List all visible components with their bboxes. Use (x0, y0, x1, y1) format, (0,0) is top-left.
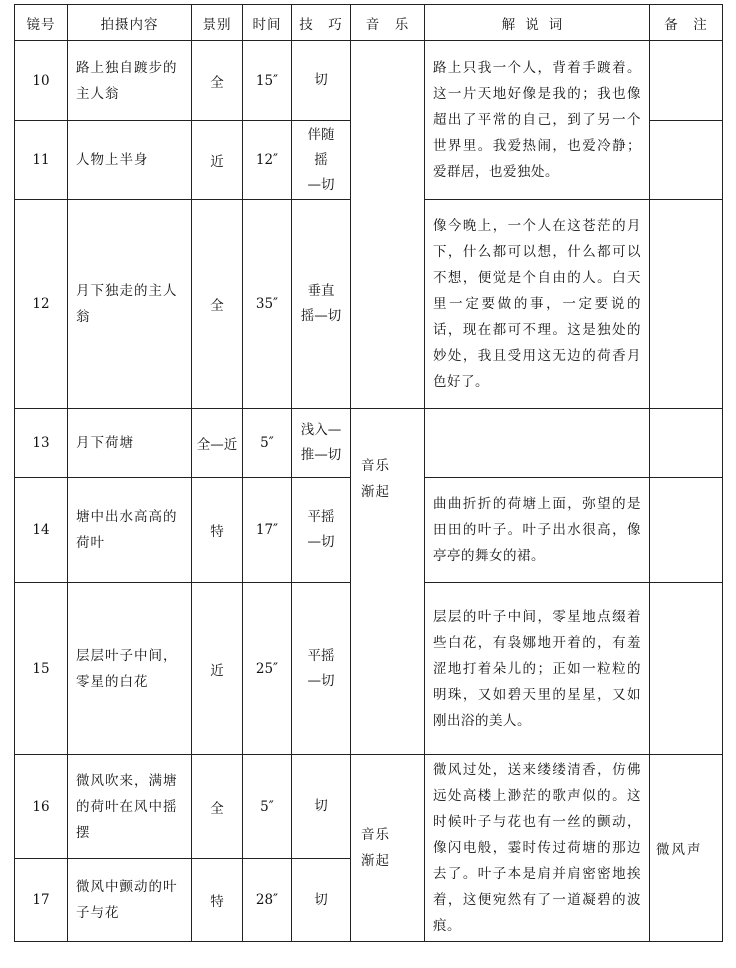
shot-size: 近 (192, 121, 243, 200)
narration-cell: 像今晚上，一个人在这苍茫的月下，什么都可以想，什么都可以不想，便觉是个自由的人。白天里一定要做的事，一定要说的话，现在都可不理。这是独处的妙处，我且受用这无边的荷香月色好了。 (425, 200, 650, 409)
shot-time: 25″ (243, 583, 292, 755)
shot-size: 全 (192, 41, 243, 121)
narration-cell (425, 409, 650, 478)
note-cell (650, 41, 723, 121)
shot-technique: 切 (292, 859, 351, 942)
shot-size: 近 (192, 583, 243, 755)
shot-time: 17″ (243, 478, 292, 583)
shot-technique: 切 (292, 41, 351, 121)
shot-number: 12 (15, 200, 68, 409)
shot-content: 月下独走的主人翁 (68, 200, 192, 409)
header-shot-size: 景别 (192, 5, 243, 41)
shot-number: 17 (15, 859, 68, 942)
shot-size: 全—近 (192, 409, 243, 478)
shot-number: 11 (15, 121, 68, 200)
shot-content: 层层叶子中间，零星的白花 (68, 583, 192, 755)
header-notes: 备 注 (650, 5, 723, 41)
header-music: 音 乐 (351, 5, 425, 41)
shot-time: 35″ (243, 200, 292, 409)
note-cell (650, 121, 723, 200)
shot-technique: 平摇 —切 (292, 583, 351, 755)
note-cell (650, 409, 723, 478)
shot-number: 14 (15, 478, 68, 583)
shot-time: 5″ (243, 409, 292, 478)
narration-cell: 路上只我一个人，背着手踱着。这一片天地好像是我的；我也像超出了平常的自己，到了另一个世界里。我爱热闹，也爱冷静；爱群居，也爱独处。 (425, 41, 650, 200)
shooting-script-table (14, 4, 723, 942)
shot-number: 15 (15, 583, 68, 755)
shot-content: 月下荷塘 (68, 409, 192, 478)
shot-technique: 伴随 摇 —切 (292, 121, 351, 200)
narration-cell: 微风过处，送来缕缕清香，仿佛远处高楼上渺茫的歌声似的。这时候叶子与花也有一丝的颤动，像闪电般，霎时传过荷塘的那边去了。叶子本是肩并肩密密地挨着，这便宛然有了一道凝碧的波痕。 (425, 755, 650, 942)
shot-number: 16 (15, 755, 68, 859)
note-cell: 微风声 (650, 755, 723, 942)
shot-size: 特 (192, 478, 243, 583)
header-shot-number: 镜号 (15, 5, 68, 41)
shot-content: 微风中颤动的叶子与花 (68, 859, 192, 942)
shot-content: 路上独自踱步的主人翁 (68, 41, 192, 121)
music-cell: 音乐 渐起 (351, 755, 425, 942)
table-row (15, 409, 723, 478)
shot-size: 全 (192, 755, 243, 859)
shot-time: 15″ (243, 41, 292, 121)
note-cell (650, 478, 723, 583)
table-row (15, 41, 723, 121)
shot-technique: 浅入— 推—切 (292, 409, 351, 478)
narration-cell: 层层的叶子中间，零星地点缀着些白花，有袅娜地开着的，有羞涩地打着朵儿的；正如一粒粒的明珠，又如碧天里的星星，又如刚出浴的美人。 (425, 583, 650, 755)
shot-size: 全 (192, 200, 243, 409)
shot-number: 10 (15, 41, 68, 121)
header-row (15, 5, 723, 41)
shot-content: 塘中出水高高的荷叶 (68, 478, 192, 583)
header-content: 拍摄内容 (68, 5, 192, 41)
narration-cell: 曲曲折折的荷塘上面，弥望的是田田的叶子。叶子出水很高，像亭亭的舞女的裙。 (425, 478, 650, 583)
shot-technique: 切 (292, 755, 351, 859)
shot-technique: 平摇 —切 (292, 478, 351, 583)
note-cell (650, 583, 723, 755)
music-cell-empty (351, 41, 425, 409)
shot-content: 人物上半身 (68, 121, 192, 200)
shot-content: 微风吹来，满塘的荷叶在风中摇摆 (68, 755, 192, 859)
shot-number: 13 (15, 409, 68, 478)
shot-technique: 垂直 摇—切 (292, 200, 351, 409)
shot-time: 28″ (243, 859, 292, 942)
shot-time: 12″ (243, 121, 292, 200)
header-technique: 技 巧 (292, 5, 351, 41)
table-row (15, 755, 723, 859)
note-cell (650, 200, 723, 409)
music-cell: 音乐 渐起 (351, 409, 425, 755)
header-narration: 解说词 (425, 5, 650, 41)
shot-size: 特 (192, 859, 243, 942)
shot-time: 5″ (243, 755, 292, 859)
header-time: 时间 (243, 5, 292, 41)
